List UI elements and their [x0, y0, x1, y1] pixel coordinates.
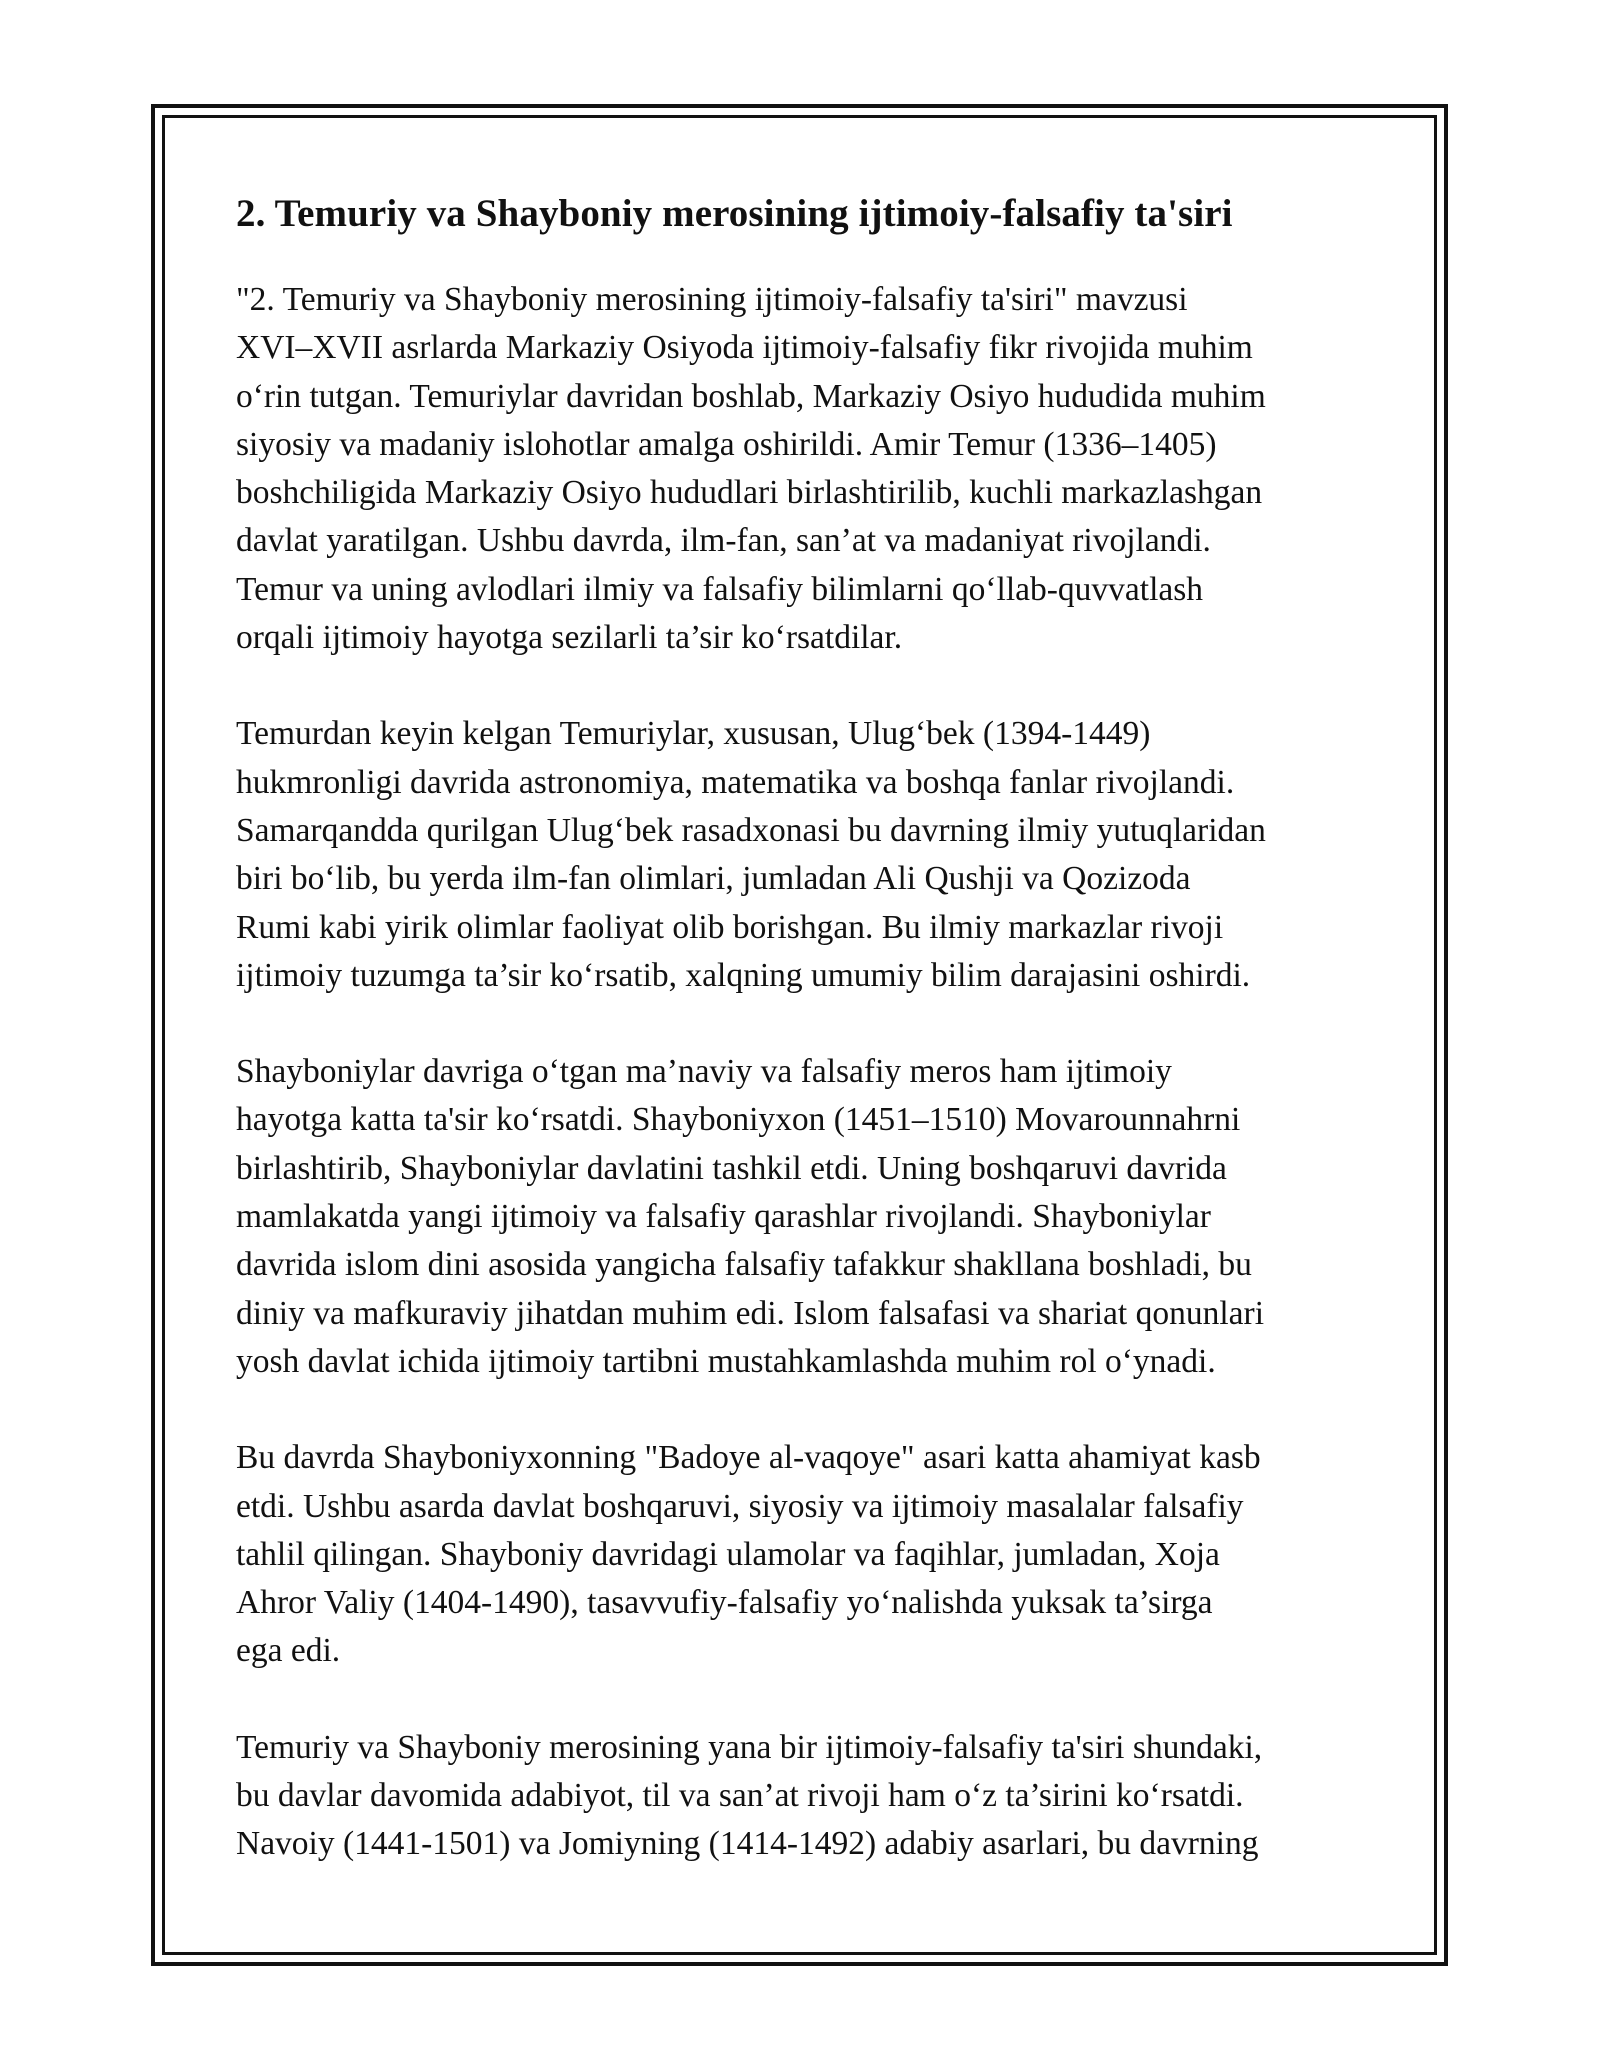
text-line: Temuriy va Shayboniy merosining yana bir ijtimoiy-falsafiy ta'siri shundaki, — [236, 1728, 1263, 1766]
text-line: yosh davlat ichida ijtimoiy tartibni mustahkamlashda muhim rol o‘ynadi. — [236, 1342, 1216, 1380]
text-line: o‘rin tutgan. Temuriylar davridan boshlab, Markaziy Osiyo hududida muhim — [236, 377, 1266, 415]
text-line: orqali ijtimoiy hayotga sezilarli ta’sir ko‘rsatdilar. — [236, 619, 903, 657]
text-line: Temurdan keyin kelgan Temuriylar, xususan, Ulug‘bek (1394-1449) — [236, 715, 1151, 753]
paragraph-ulugbek — [236, 710, 1406, 1000]
text-line: etdi. Ushbu asarda davlat boshqaruvi, siyosiy va ijtimoiy masalalar falsafiy — [236, 1487, 1244, 1525]
text-line: davrida islom dini asosida yangicha falsafiy tafakkur shakllana boshladi, bu — [236, 1246, 1252, 1284]
text-line: Ahror Valiy (1404-1490), tasavvufiy-falsafiy yo‘nalishda yuksak ta’sirga — [236, 1584, 1213, 1622]
text-line: Temur va uning avlodlari ilmiy va falsafiy bilimlarni qo‘llab-quvvatlash — [236, 570, 1204, 608]
text-line: ijtimoiy tuzumga ta’sir ko‘rsatib, xalqning umumiy bilim darajasini oshirdi. — [236, 956, 1251, 994]
text-line: birlashtirib, Shayboniylar davlatini tashkil etdi. Uning boshqaruvi davrida — [236, 1149, 1227, 1187]
text-line: Navoiy (1441-1501) va Jomiyning (1414-1492) adabiy asarlari, bu davrning — [236, 1825, 1259, 1863]
text-line: boshchiligida Markaziy Osiyo hududlari birlashtirilib, kuchli markazlashgan — [236, 474, 1263, 512]
text-line: tahlil qilingan. Shayboniy davridagi ulamolar va faqihlar, jumladan, Xoja — [236, 1535, 1220, 1573]
text-line: Rumi kabi yirik olimlar faoliyat olib borishgan. Bu ilmiy markazlar rivoji — [236, 908, 1224, 946]
paragraph-shayboniylar — [236, 1048, 1406, 1386]
text-line: mamlakatda yangi ijtimoiy va falsafiy qarashlar rivojlandi. Shayboniylar — [236, 1198, 1211, 1236]
text-line: davlat yaratilgan. Ushbu davrda, ilm-fan, san’at va madaniyat rivojlandi. — [236, 522, 1211, 560]
text-line: diniy va mafkuraviy jihatdan muhim edi. Islom falsafasi va shariat qonunlari — [236, 1294, 1264, 1332]
text-line: siyosiy va madaniy islohotlar amalga oshirildi. Amir Temur (1336–1405) — [236, 425, 1217, 463]
text-line: biri bo‘lib, bu yerda ilm-fan olimlari, jumladan Ali Qushji va Qozizoda — [236, 860, 1191, 898]
paragraph-badoye-al-vaqoye — [236, 1434, 1406, 1675]
text-line: XVI–XVII asrlarda Markaziy Osiyoda ijtimoiy-falsafiy fikr rivojida muhim — [236, 329, 1253, 367]
paragraph-temuriylar-intro — [236, 276, 1406, 662]
text-line: Shayboniylar davriga o‘tgan ma’naviy va falsafiy meros ham ijtimoiy — [236, 1053, 1172, 1091]
text-line: ega edi. — [236, 1632, 341, 1670]
paragraph-literature-legacy — [236, 1724, 1406, 1869]
text-line: "2. Temuriy va Shayboniy merosining ijtimoiy-falsafiy ta'siri" mavzusi — [236, 281, 1188, 318]
text-line: hayotga katta ta'sir ko‘rsatdi. Shayboniyxon (1451–1510) Movarounnahrni — [236, 1101, 1241, 1139]
text-line: hukmronligi davrida astronomiya, matematika va boshqa fanlar rivojlandi. — [236, 763, 1235, 801]
text-line: Samarqandda qurilgan Ulug‘bek rasadxonasi bu davrning ilmiy yutuqlaridan — [236, 811, 1266, 849]
section-heading: 2. Temuriy va Shayboniy merosining ijtimoiy-falsafiy ta'siri — [236, 192, 1233, 235]
text-line: bu davlar davomida adabiyot, til va san’at rivoji ham o‘z ta’sirini ko‘rsatdi. — [236, 1777, 1244, 1815]
document-body — [236, 186, 1406, 1917]
text-line: Bu davrda Shayboniyxonning "Badoye al-vaqoye" asari katta ahamiyat kasb — [236, 1439, 1261, 1477]
